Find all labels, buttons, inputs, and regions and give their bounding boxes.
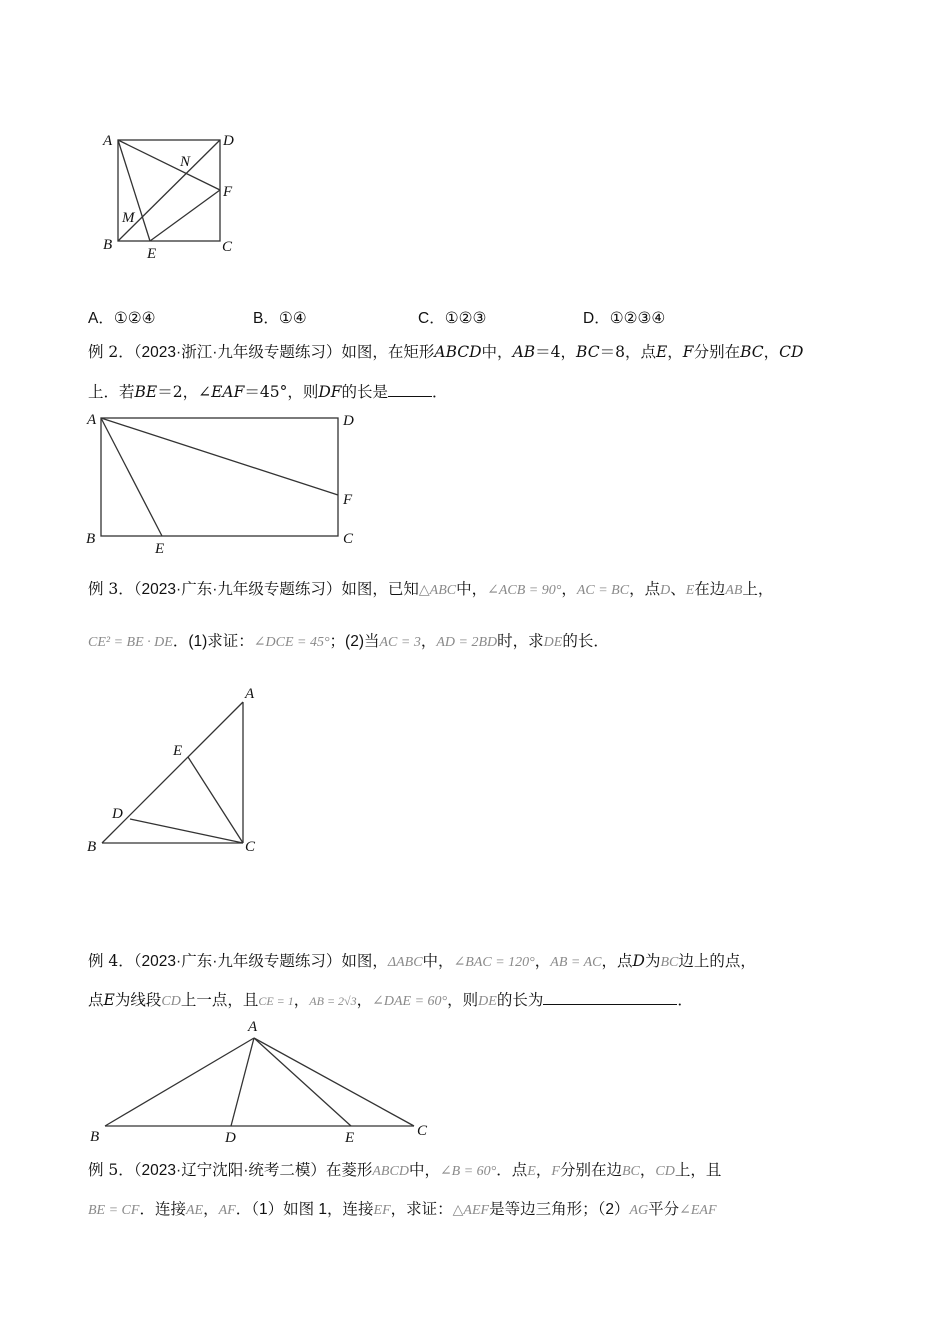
fig2-label-d: D bbox=[343, 413, 354, 429]
ex4-answer-blank[interactable] bbox=[543, 990, 677, 1005]
figure-triangle-abc-120 bbox=[80, 1015, 440, 1145]
ex5-line2: BE = CF．连接AE，AF．（1）如图 1，连接EF，求证：△AEF是等边三角形；（2）AG平分∠EAF bbox=[88, 1200, 717, 1218]
ex4-line1: 例 4．（2023·广东·九年级专题练习）如图，ΔABC中，∠BAC = 120°，AB = AC，点D为BC边上的点， bbox=[88, 952, 756, 970]
ex4-line2: 点E为线段CD上一点，且CE = 1，AB = 2√3，∠DAE = 60°，则DE的长为 ． bbox=[88, 991, 693, 1009]
ex2-line1: 例 2．（2023·浙江·九年级专题练习）如图，在矩形ABCD中，AB＝4，BC＝8，点E，F分别在BC，CD bbox=[88, 343, 804, 361]
ex3-line2: CE² = BE · DE．(1)求证：∠DCE = 45°；(2)当AC = 3，AD = 2BD时，求DE的长． bbox=[88, 632, 609, 650]
fig3-label-b: B bbox=[87, 839, 97, 855]
fig2-label-e: E bbox=[155, 541, 165, 557]
fig4-label-a: A bbox=[248, 1019, 258, 1035]
fig1-label-d: D bbox=[223, 133, 234, 149]
choice-a: A．①②④ bbox=[88, 309, 156, 327]
fig3-label-a: A bbox=[245, 686, 255, 702]
fig3-label-d: D bbox=[112, 806, 123, 822]
choice-d: D．①②③④ bbox=[583, 309, 666, 327]
figure-square-abcd bbox=[95, 125, 245, 265]
ex2-answer-blank[interactable] bbox=[388, 382, 432, 397]
fig2-label-c: C bbox=[343, 531, 354, 547]
fig1-label-b: B bbox=[103, 237, 113, 253]
fig4-label-b: B bbox=[90, 1129, 100, 1145]
fig1-label-m: M bbox=[122, 210, 135, 226]
fig3-label-e: E bbox=[173, 743, 183, 759]
fig4-label-d: D bbox=[225, 1130, 236, 1145]
fig4-label-c: C bbox=[417, 1123, 428, 1139]
figure-rectangle-abcd bbox=[80, 405, 370, 560]
ex2-line2: 上．若BE＝2，∠EAF＝45°，则DF的长是 ． bbox=[88, 383, 448, 401]
fig2-label-b: B bbox=[86, 531, 96, 547]
fig1-label-n: N bbox=[180, 154, 191, 170]
choice-b: B．①④ bbox=[253, 309, 307, 327]
fig4-label-e: E bbox=[345, 1130, 355, 1145]
fig1-label-f: F bbox=[223, 184, 233, 200]
figure-triangle-abc bbox=[80, 680, 280, 860]
fig1-label-e: E bbox=[147, 246, 157, 262]
ex3-line1: 例 3．（2023·广东·九年级专题练习）如图，已知△ABC中，∠ACB = 90°，AC = BC，点D、E在边AB上， bbox=[88, 580, 774, 598]
fig3-label-c: C bbox=[245, 839, 256, 855]
fig2-label-f: F bbox=[343, 492, 353, 508]
choice-c: C．①②③ bbox=[418, 309, 487, 327]
fig2-label-a: A bbox=[87, 412, 97, 428]
fig1-label-c: C bbox=[222, 239, 233, 255]
fig1-label-a: A bbox=[103, 133, 113, 149]
ex5-line1: 例 5．（2023·辽宁沈阳·统考二模）在菱形ABCD中，∠B = 60°．点E，F分别在边BC，CD上，且 bbox=[88, 1161, 722, 1179]
